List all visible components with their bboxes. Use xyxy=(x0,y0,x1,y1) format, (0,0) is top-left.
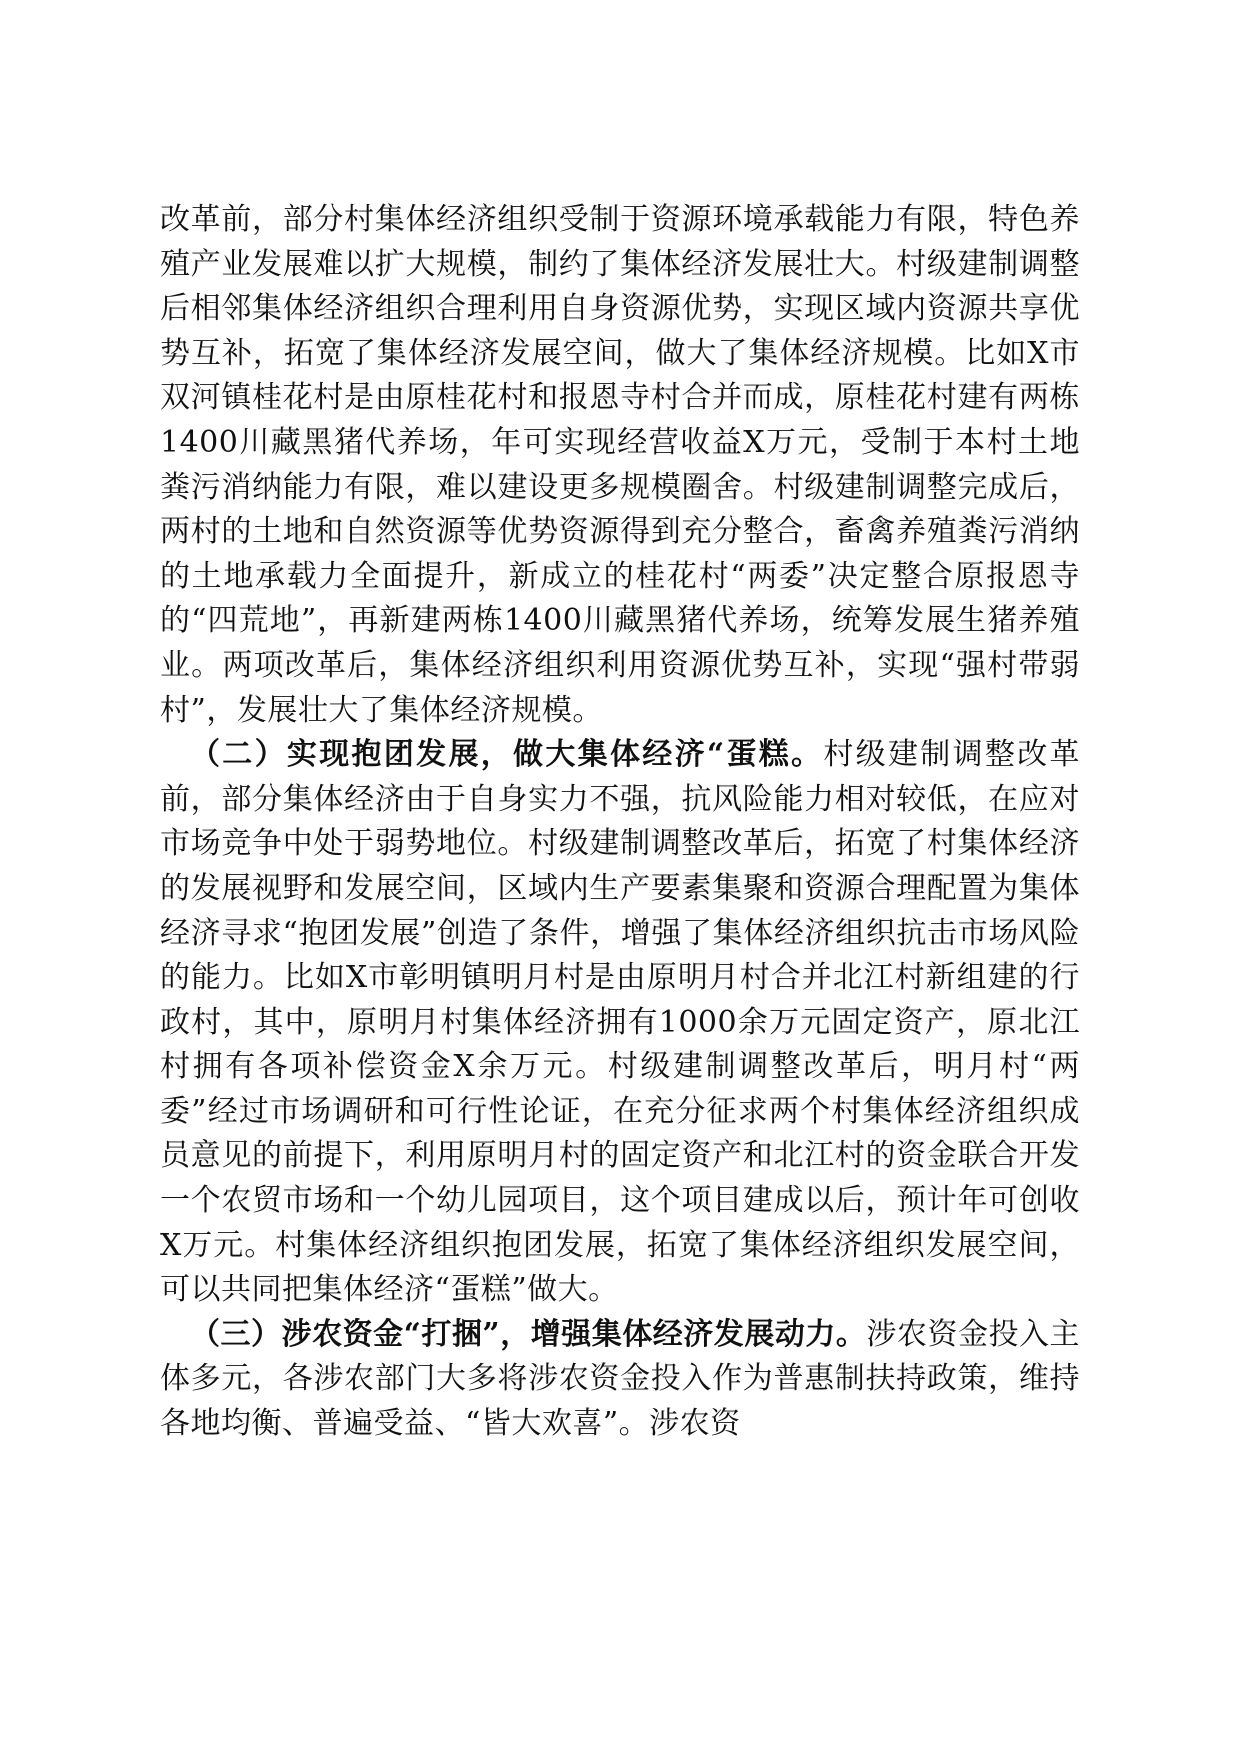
paragraph-3 xyxy=(160,1313,1080,1447)
paragraph-1-text: 改革前，部分村集体经济组织受制于资源环境承载能力有限，特色养殖产业发展难以扩大规模，制约了集体经济发展壮大。村级建制调整后相邻集体经济组织合理利用自身资源优势，实现区域内资源共享优势互补，拓宽了集体经济发展空间，做大了集体经济规模。比如X市双河镇桂花村是由原桂花村和报恩寺村合并而成，原桂花村建有两栋1400川藏黑猪代养场，年可实现经营收益X万元，受制于本村土地粪污消纳能力有限，难以建设更多规模圈舍。村级建制调整完成后，两村的土地和自然资源等优势资源得到充分整合，畜禽养殖粪污消纳的土地承载力全面提升，新成立的桂花村“两委”决定整合原报恩寺的“四荒地”，再新建两栋1400川藏黑猪代养场，统筹发展生猪养殖业。两项改革后，集体经济组织利用资源优势互补，实现“强村带弱村”，发展壮大了集体经济规模。 xyxy=(160,202,1080,728)
document-page xyxy=(160,198,1080,1447)
paragraph-2 xyxy=(160,733,1080,1313)
section-heading-2: （二）实现抱团发展，做大集体经济“蛋糕。 xyxy=(190,737,824,773)
paragraph-2-text: 村级建制调整改革前，部分集体经济由于自身实力不强，抗风险能力相对较低，在应对市场竞争中处于弱势地位。村级建制调整改革后，拓宽了村集体经济的发展视野和发展空间，区域内生产要素集聚和资源合理配置为集体经济寻求“抱团发展”创造了条件，增强了集体经济组织抗击市场风险的能力。比如X市彰明镇明月村是由原明月村合并北江村新组建的行政村，其中，原明月村集体经济拥有1000余万元固定资产，原北江村拥有各项补偿资金X余万元。村级建制调整改革后，明月村“两委”经过市场调研和可行性论证，在充分征求两个村集体经济组织成员意见的前提下，利用原明月村的固定资产和北江村的资金联合开发一个农贸市场和一个幼儿园项目，这个项目建成以后，预计年可创收X万元。村集体经济组织抱团发展，拓宽了集体经济组织发展空间，可以共同把集体经济“蛋糕”做大。 xyxy=(160,737,1080,1308)
section-heading-3: （三）涉农资金“打捆”，增强集体经济发展动力。 xyxy=(190,1316,867,1352)
paragraph-3-text: 涉农资金投入主体多元，各涉农部门大多将涉农资金投入作为普惠制扶持政策，维持各地均衡、普遍受益、“皆大欢喜”。涉农资 xyxy=(160,1316,1081,1442)
paragraph-1 xyxy=(160,198,1080,733)
